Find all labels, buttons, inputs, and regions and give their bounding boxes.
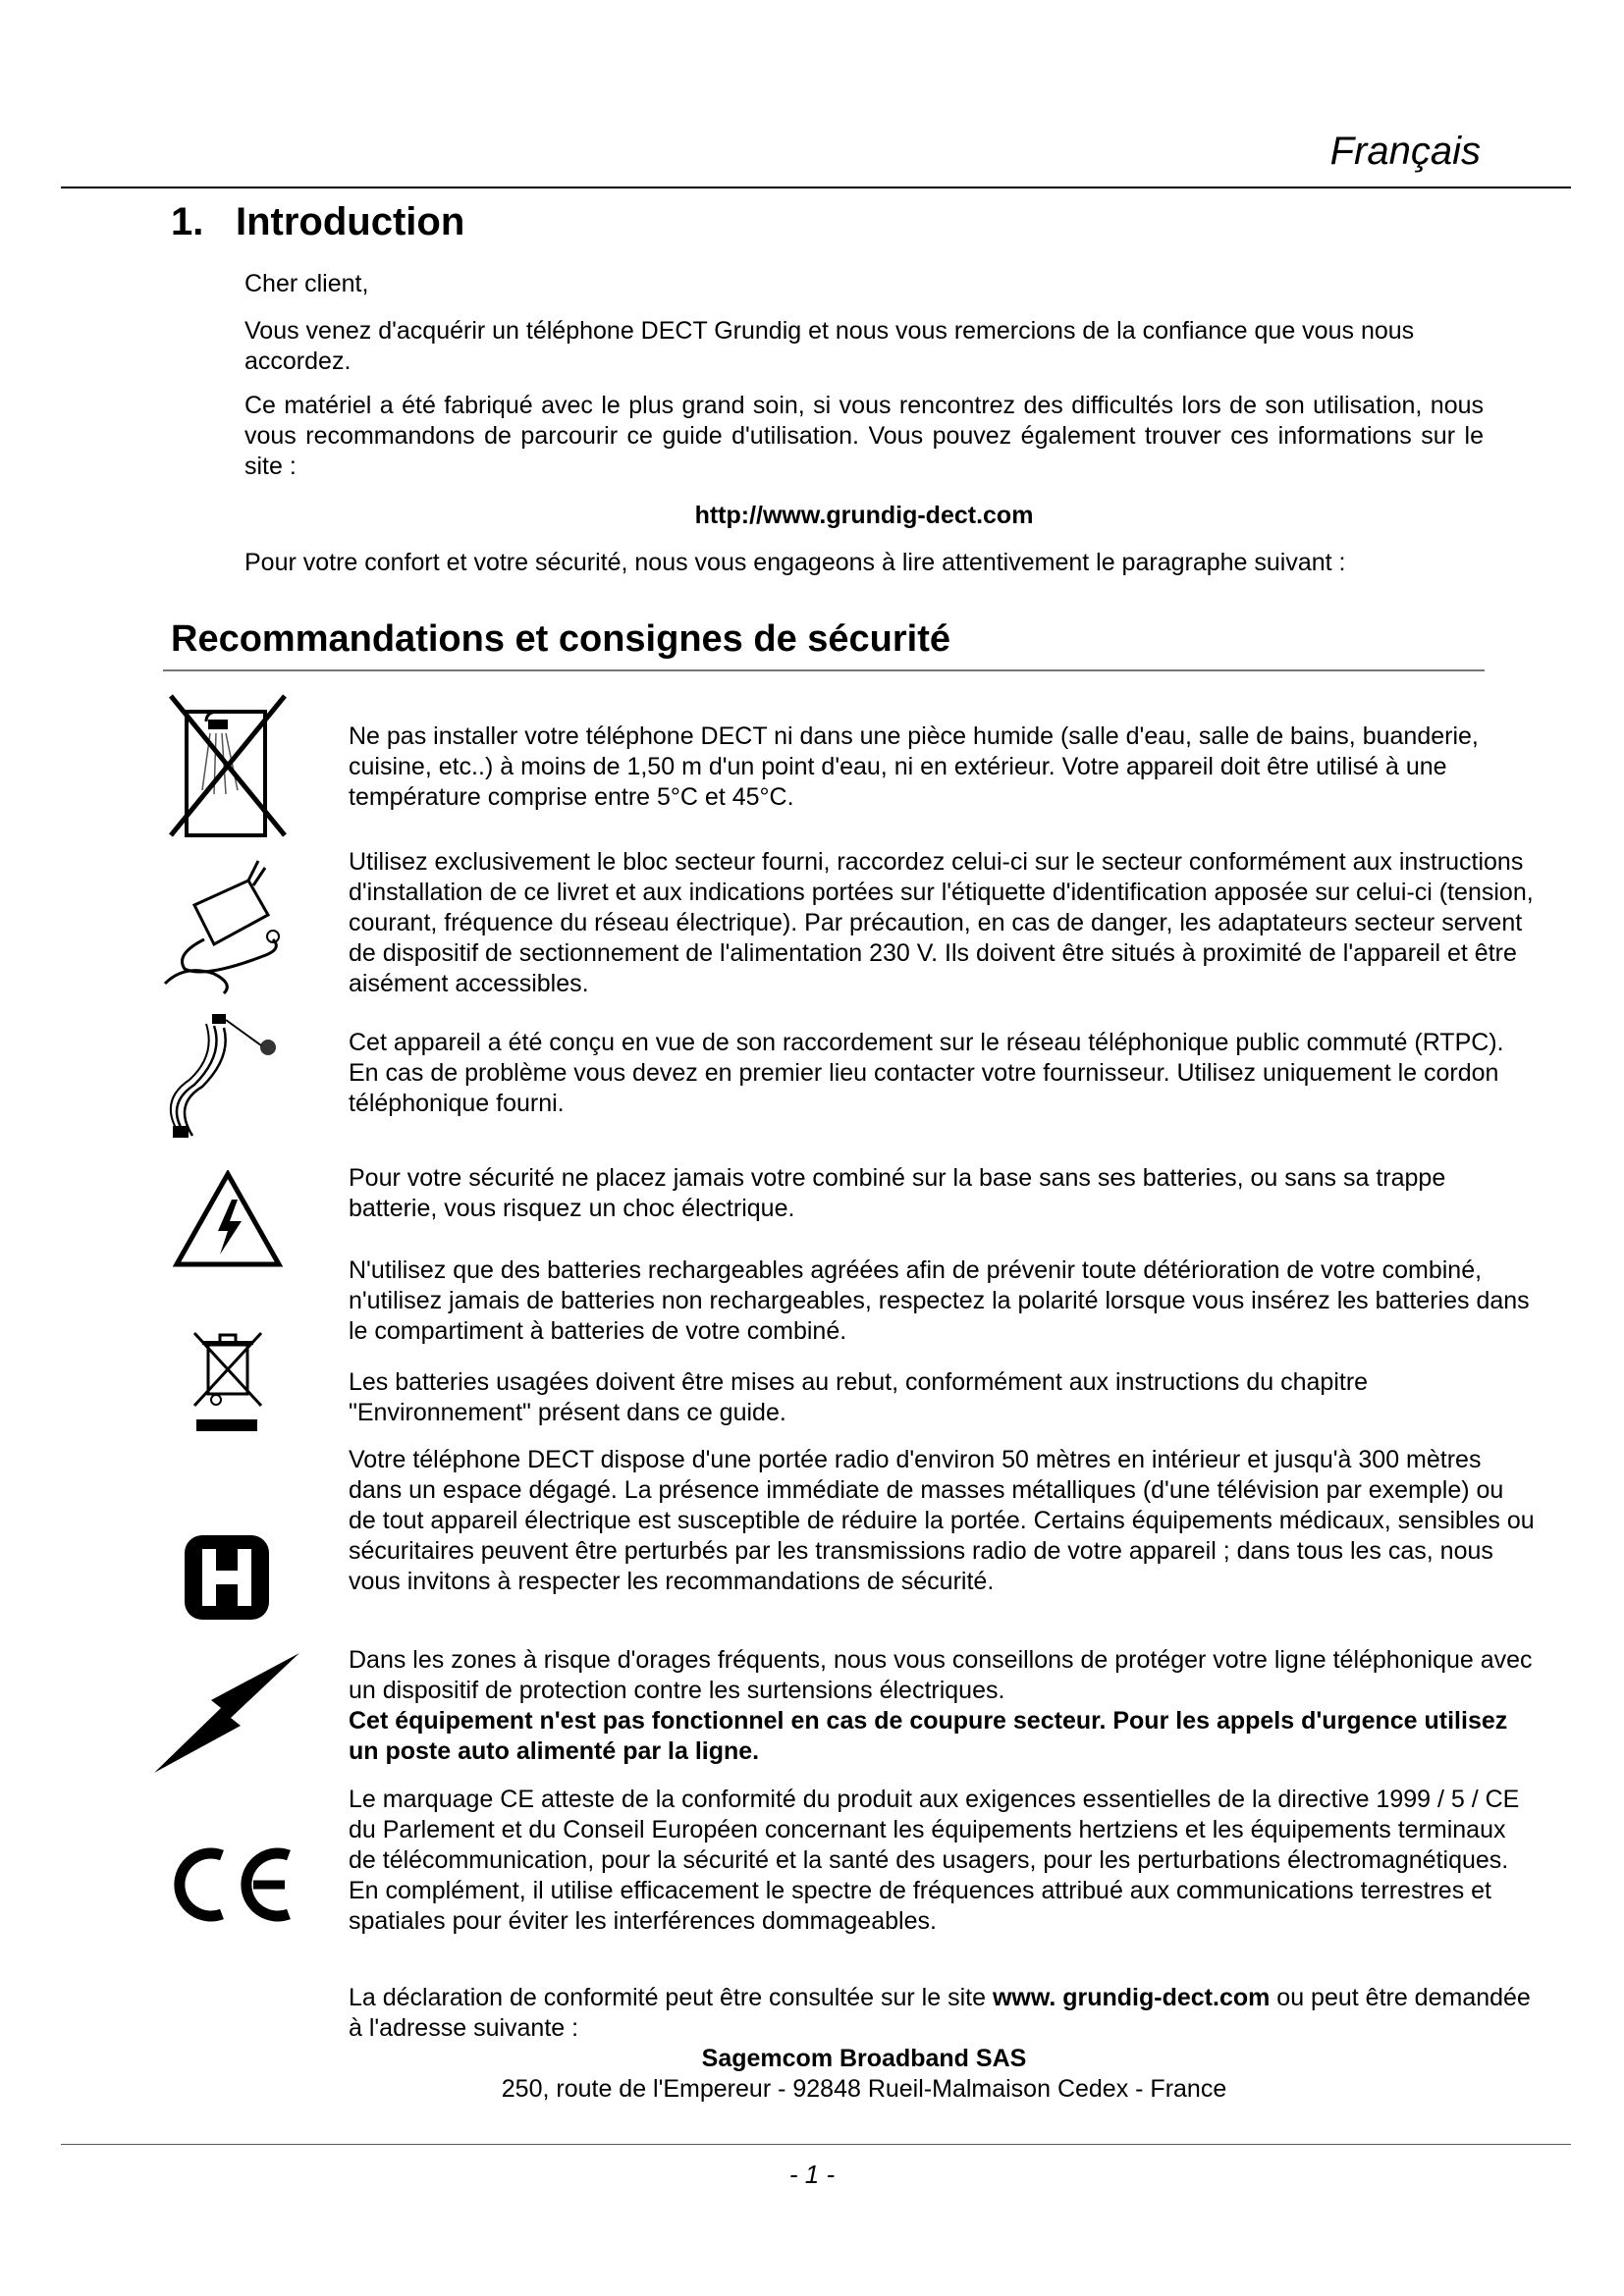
ce-mark-icon bbox=[163, 1845, 297, 1924]
website-url[interactable]: http://www.grundig-dect.com bbox=[694, 502, 1034, 529]
intro-paragraph-2: Ce matériel a été fabriqué avec le plus grand soin, si vous rencontrez des difficultés lors de son utilisation, nous vous recommandons de parcourir ce guide d'utilisation. Vous pouvez également trouver ces informations sur le site : bbox=[244, 392, 1484, 480]
header-rule bbox=[61, 187, 1571, 188]
battery-disposal-notice: Les batteries usagées doivent être mises au rebut, conformément aux instructions du chapitre "Environnement" présent dans ce guide. bbox=[349, 1368, 1369, 1426]
battery-notice: N'utilisez que des batteries rechargeables agréées afin de prévenir toute détérioration de votre combiné, n'utilisez jamais de batteries non rechargeables, respectez la polarité lorsque vous insérez les batteries dans le compartiment à batteries de votre combiné. bbox=[349, 1256, 1530, 1345]
power-adapter-notice: Utilisez exclusivement le bloc secteur fourni, raccordez celui-ci sur le secteur conformément aux instructions d'installation de ce livret et aux indications portées sur l'étiquette d'identification apposée sur celui-ci (tension, courant, fréquence du réseau électrique). Par précaution, en cas de danger, les adaptateurs secteur servent de dispositif de sectionnement de l'alimentation 230 V. Ils doivent être situés à proximité de l'appareil et être aisément accessibles. bbox=[349, 848, 1534, 997]
declaration-notice bbox=[349, 1983, 1537, 2044]
phone-cord-icon bbox=[155, 1006, 293, 1144]
safety-heading-rule bbox=[163, 669, 1485, 671]
company-name: Sagemcom Broadband SAS bbox=[701, 2045, 1027, 2072]
hospital-icon bbox=[183, 1533, 271, 1622]
crossed-bin-icon bbox=[190, 1327, 269, 1435]
ce-marking-notice: Le marquage CE atteste de la conformité du produit aux exigences essentielles de la directive 1999 / 5 / CE du Parlement et du Conseil Européen concernant les équipements hertziens et les équipements terminaux de télécommunication, pour la sécurité et la santé des usagers, pour les perturbations électromagnétiques. En complément, il utilise efficacement le spectre de fréquences attribué aux communications terrestres et spatiales pour éviter les interférences dommageables. bbox=[349, 1786, 1520, 1935]
humidity-warning: Ne pas installer votre téléphone DECT ni dans une pièce humide (salle d'eau, salle de bains, buanderie, cuisine, etc..) à moins de 1,50 m d'un point d'eau, ni en extérieur. Votre appareil doit être utilisé à une température comprise entre 5°C et 45°C. bbox=[349, 722, 1479, 811]
power-adapter-icon bbox=[155, 846, 293, 998]
intro-paragraph-1: Vous venez d'acquérir un téléphone DECT Grundig et nous vous remercions de la confiance que vous nous accordez. bbox=[244, 317, 1415, 375]
greeting: Cher client, bbox=[244, 270, 369, 297]
section-number: 1. bbox=[171, 200, 204, 243]
battery-door-warning: Pour votre sécurité ne placez jamais votre combiné sur la base sans ses batteries, ou sans sa trappe batterie, vous risquez un choc électrique. bbox=[349, 1164, 1446, 1222]
section-heading bbox=[171, 200, 464, 244]
phone-line-notice: Cet appareil a été conçu en vue de son raccordement sur le réseau téléphonique public commuté (RTPC). En cas de problème vous devez en premier lieu contacter votre fournisseur. Utilisez uniquement le cordon téléphonique fourni. bbox=[349, 1029, 1504, 1117]
electric-shock-warning-icon bbox=[173, 1170, 283, 1268]
radio-range-notice: Votre téléphone DECT dispose d'une portée radio d'environ 50 mètres en intérieur et jusqu'à 300 mètres dans un espace dégagé. La présence immédiate de masses métalliques (d'une télévision par exemple) ou de tout appareil électrique est susceptible de réduire la portée. Certains équipements médicaux, sensibles ou sécuritaires peuvent être perturbés par les transmissions radio de votre appareil ; dans tous les cas, nous vous invitons à respecter les recommandations de sécurité. bbox=[349, 1446, 1535, 1595]
storm-notice bbox=[349, 1645, 1537, 1767]
power-outage-warning: Cet équipement n'est pas fonctionnel en cas de coupure secteur. Pour les appels d'urgence utilisez un poste auto alimenté par la ligne. bbox=[349, 1707, 1508, 1765]
company-address: 250, route de l'Empereur - 92848 Rueil-Malmaison Cedex - France bbox=[501, 2075, 1227, 2103]
page-number: - 1 - bbox=[788, 2160, 836, 2189]
footer-rule bbox=[61, 2144, 1571, 2145]
declaration-text: La déclaration de conformité peut être consultée sur le site bbox=[349, 1984, 993, 2011]
safety-heading: Recommandations et consignes de sécurité bbox=[171, 618, 951, 660]
declaration-text-end: ou peut être demandée à l'adresse suivante : bbox=[349, 1984, 1531, 2042]
storm-text: Dans les zones à risque d'orages fréquents, nous vous conseillons de protéger votre ligne téléphonique avec un dispositif de protection contre les surtensions électriques. bbox=[349, 1646, 1533, 1704]
language-label: Français bbox=[1329, 130, 1481, 173]
intro-paragraph-3: Pour votre confort et votre sécurité, nous vous engageons à lire attentivement le paragraphe suivant : bbox=[244, 549, 1346, 576]
no-shower-icon bbox=[167, 692, 289, 839]
declaration-website[interactable]: www. grundig-dect.com bbox=[992, 1984, 1271, 2011]
lightning-icon bbox=[152, 1649, 309, 1777]
section-title: Introduction bbox=[236, 200, 465, 243]
